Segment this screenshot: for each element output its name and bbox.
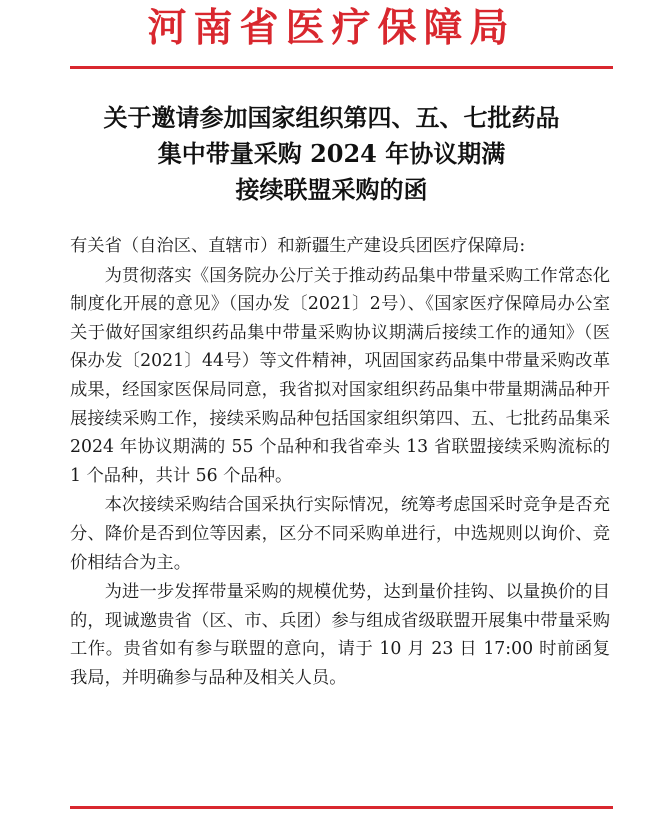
body-paragraph-3: 为进一步发挥带量采购的规模优势，达到量价挂钩、以量换价的目的，现诚邀贵省（区、市、兵团）参与组成省级联盟开展集中带量采购工作。贵省如有参与联盟的意向，请于 10 月 23 日 17:00 时前函复我局，并明确参与品种及相关人员。 [70,582,610,688]
body-paragraph-1: 为贯彻落实《国务院办公厅关于推动药品集中带量采购工作常态化制度化开展的意见》（国办发〔2021〕2号）、《国家医疗保障局办公室关于做好国家组织药品集中带量采购协议期满后接续工作的通知》（医保办发〔2021〕44号）等文件精神，巩固国家药品集中带量采购改革成果，经国家医保局同意，我省拟对国家组织药品集中带量期满品种开展接续采购工作，接续采购品种包括国家组织第四、五、七批药品集采 2024 年协议期满的 55 个品种和我省牵头 13 省联盟接续采购流标的 1 个品种，共计 56 个品种。 [70,265,610,486]
letterhead-red-rule [70,66,613,69]
title-line-3: 接续联盟采购的函 [235,175,428,204]
title-line-1: 关于邀请参加国家组织第四、五、七批药品 [103,103,560,132]
document-title [40,100,623,208]
title-line-2: 集中带量采购 2024 年协议期满 [157,139,506,168]
body-paragraph-2: 本次接续采购结合国采执行实际情况，统筹考虑国采时竞争是否充分、降价是否到位等因素，区分不同采购单进行，中选规则以询价、竞价相结合为主。 [70,495,610,573]
letter-body [70,232,610,693]
letterhead-org-name: 河南省医疗保障局 [147,6,516,51]
salutation: 有关省（自治区、直辖市）和新疆生产建设兵团医疗保障局: [70,236,526,256]
footer-red-rule [70,806,613,809]
